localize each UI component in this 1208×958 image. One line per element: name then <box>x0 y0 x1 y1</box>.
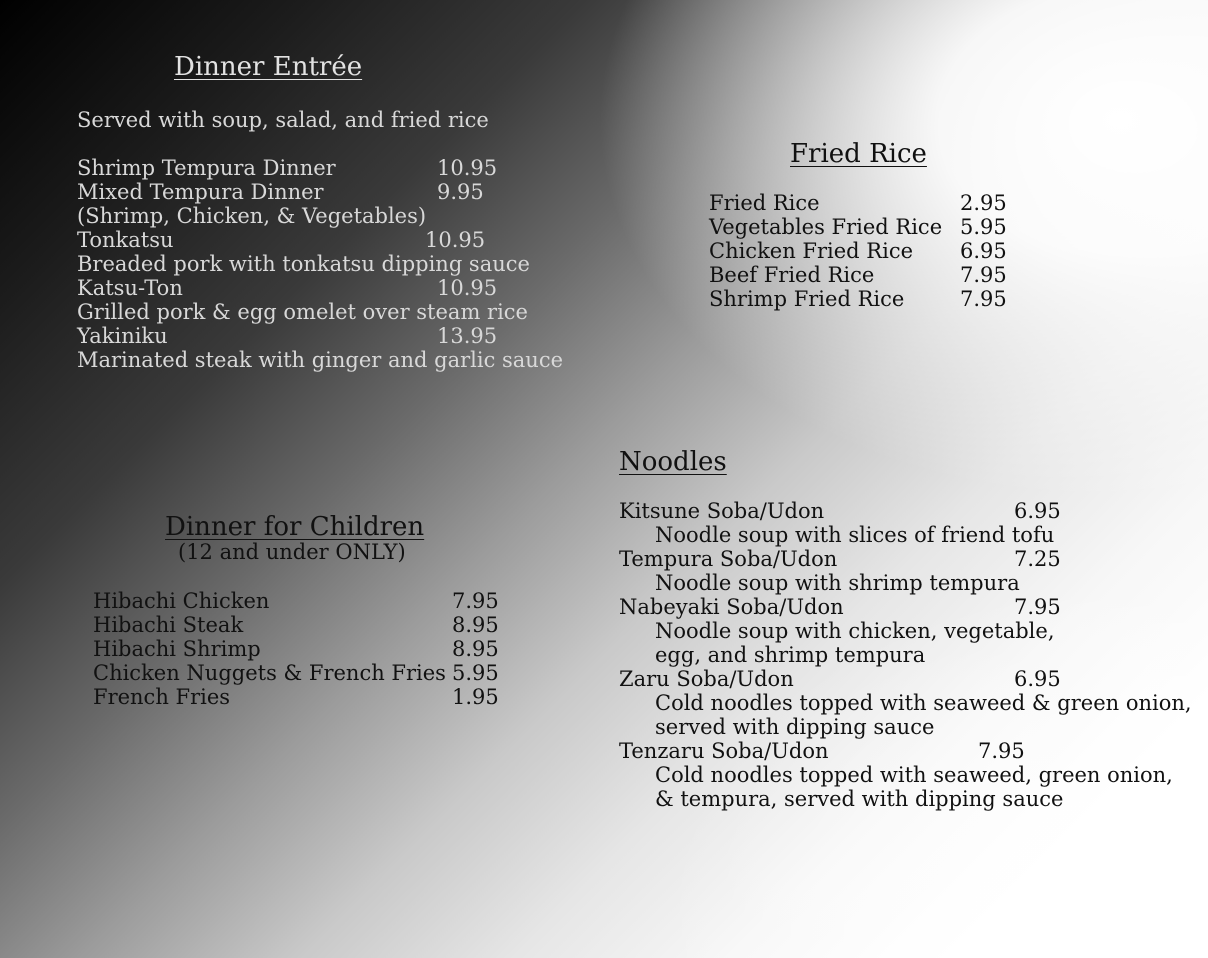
menu-item-row <box>709 191 1029 215</box>
menu-item-price: 7.95 <box>452 589 499 613</box>
noodles-list <box>619 499 1192 811</box>
menu-item-description-text: served with dipping sauce <box>655 715 935 739</box>
menu-item-price: 5.95 <box>960 215 1007 239</box>
menu-item-name: Beef Fried Rice <box>709 263 875 287</box>
menu-item-row <box>93 589 513 613</box>
menu-item-row <box>77 156 547 180</box>
menu-item-row <box>619 499 1179 523</box>
menu-item-name: Hibachi Shrimp <box>93 637 261 661</box>
menu-item-description-text: Cold noodles topped with seaweed & green onion, <box>655 691 1192 715</box>
menu-item-price: 7.95 <box>960 263 1007 287</box>
menu-item-row <box>709 239 1029 263</box>
children-title: Dinner for Children <box>165 512 425 542</box>
menu-item-price: 9.95 <box>437 180 484 204</box>
menu-item-price: 6.95 <box>960 239 1007 263</box>
menu-item-description-text: Grilled pork & egg omelet over steam rice <box>77 300 528 324</box>
menu-item-price: 8.95 <box>452 637 499 661</box>
menu-item-description-text: (Shrimp, Chicken, & Vegetables) <box>77 204 427 228</box>
menu-item-name: Nabeyaki Soba/Udon <box>619 595 844 619</box>
menu-item-price: 1.95 <box>452 685 499 709</box>
menu-item-description <box>77 348 564 372</box>
menu-item-name: Zaru Soba/Udon <box>619 667 794 691</box>
menu-item-description <box>619 763 1179 787</box>
menu-item-name: Tempura Soba/Udon <box>619 547 838 571</box>
menu-item-name: Mixed Tempura Dinner <box>77 180 324 204</box>
menu-item-name: Chicken Fried Rice <box>709 239 914 263</box>
menu-item-name: Tenzaru Soba/Udon <box>619 739 829 763</box>
menu-item-row <box>93 637 513 661</box>
menu-item-description-text: Breaded pork with tonkatsu dipping sauce <box>77 252 530 276</box>
menu-item-row <box>619 739 1179 763</box>
menu-item-row <box>77 276 547 300</box>
menu-item-name: Hibachi Steak <box>93 613 244 637</box>
menu-item-price: 10.95 <box>425 228 486 252</box>
menu-item-price: 2.95 <box>960 191 1007 215</box>
menu-item-description-text: egg, and shrimp tempura <box>655 643 926 667</box>
menu-item-row <box>709 287 1029 311</box>
menu-item-price: 10.95 <box>437 276 498 300</box>
menu-item-description <box>619 619 1179 643</box>
menu-item-price: 7.95 <box>978 739 1025 763</box>
children-list <box>93 589 513 709</box>
menu-item-name: Hibachi Chicken <box>93 589 270 613</box>
dinner-entree-served-note: Served with soup, salad, and fried rice <box>77 108 489 132</box>
menu-item-name: French Fries <box>93 685 231 709</box>
menu-item-row <box>93 661 513 685</box>
dinner-entree-list <box>77 156 564 372</box>
menu-item-price: 8.95 <box>452 613 499 637</box>
menu-item-description-text: Noodle soup with slices of friend tofu <box>655 523 1055 547</box>
menu-item-row <box>709 215 1029 239</box>
menu-item-name: Tonkatsu <box>77 228 174 252</box>
menu-item-name: Fried Rice <box>709 191 820 215</box>
menu-item-description <box>619 571 1179 595</box>
menu-item-row <box>77 228 547 252</box>
noodles-title: Noodles <box>619 447 727 477</box>
menu-item-description <box>619 715 1179 739</box>
menu-item-row <box>77 324 547 348</box>
menu-item-description <box>619 787 1179 811</box>
menu-item-description-text: Noodle soup with chicken, vegetable, <box>655 619 1055 643</box>
menu-item-description <box>619 523 1179 547</box>
fried-rice-title: Fried Rice <box>790 139 927 169</box>
menu-item-name: Yakiniku <box>77 324 168 348</box>
menu-item-row <box>77 180 547 204</box>
menu-item-description <box>77 300 547 324</box>
children-subtitle: (12 and under ONLY) <box>178 540 406 564</box>
menu-item-description-text: Noodle soup with shrimp tempura <box>655 571 1020 595</box>
fried-rice-list <box>709 191 1029 311</box>
menu-item-price: 7.95 <box>960 287 1007 311</box>
dinner-entree-title: Dinner Entrée <box>174 52 363 82</box>
menu-item-name: Katsu-Ton <box>77 276 183 300</box>
menu-item-description <box>619 691 1192 715</box>
menu-item-price: 13.95 <box>437 324 498 348</box>
menu-item-row <box>93 613 513 637</box>
menu-item-name: Vegetables Fried Rice <box>709 215 943 239</box>
menu-item-description <box>619 643 1179 667</box>
menu-item-description <box>77 252 547 276</box>
menu-item-price: 6.95 <box>1014 499 1061 523</box>
menu-item-description-text: Marinated steak with ginger and garlic sauce <box>77 348 564 372</box>
menu-item-name: Kitsune Soba/Udon <box>619 499 825 523</box>
menu-item-row <box>619 667 1179 691</box>
menu-item-name: Chicken Nuggets & French Fries <box>93 661 446 685</box>
menu-item-price: 6.95 <box>1014 667 1061 691</box>
menu-item-name: Shrimp Tempura Dinner <box>77 156 336 180</box>
menu-item-row <box>619 595 1179 619</box>
menu-item-description <box>77 204 547 228</box>
menu-item-name: Shrimp Fried Rice <box>709 287 905 311</box>
menu-item-description-text: Cold noodles topped with seaweed, green onion, <box>655 763 1173 787</box>
menu-item-row <box>709 263 1029 287</box>
menu-item-price: 7.25 <box>1014 547 1061 571</box>
menu-item-price: 7.95 <box>1014 595 1061 619</box>
menu-item-price: 5.95 <box>452 661 499 685</box>
menu-item-price: 10.95 <box>437 156 498 180</box>
menu-item-description-text: & tempura, served with dipping sauce <box>655 787 1064 811</box>
menu-item-row <box>93 685 513 709</box>
menu-item-row <box>619 547 1179 571</box>
